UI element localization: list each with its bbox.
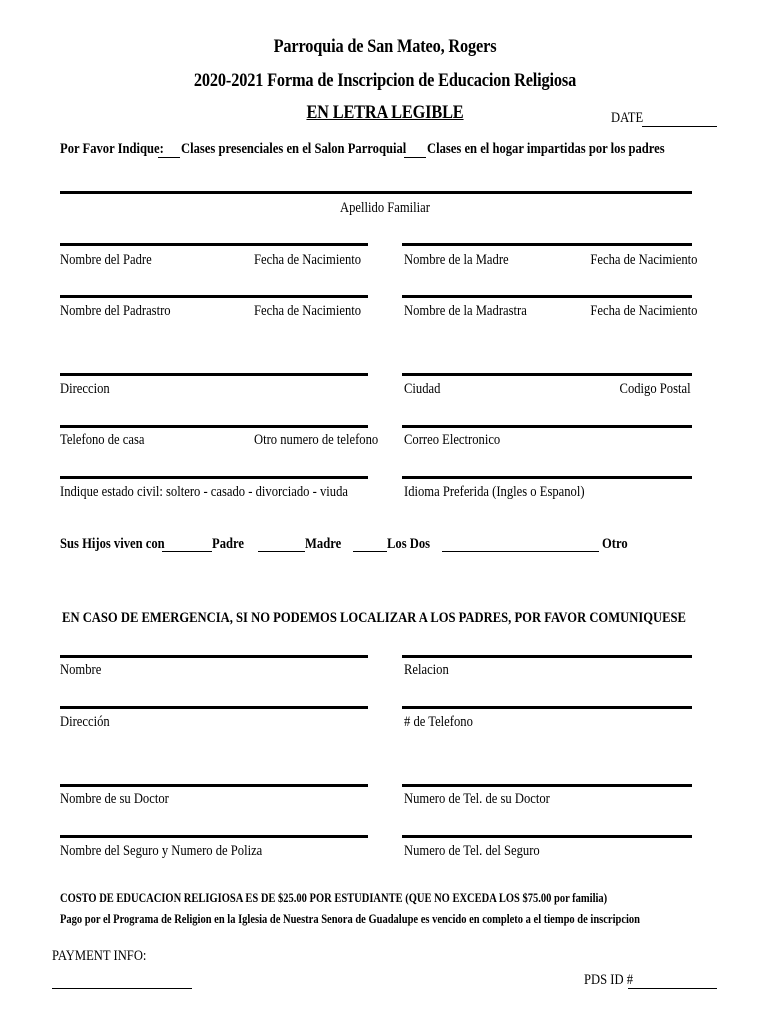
- padre-fecha-label: Fecha de Nacimiento: [254, 252, 362, 268]
- payment-info-label: PAYMENT INFO:: [52, 948, 147, 964]
- direccion-field-line[interactable]: [60, 373, 368, 376]
- madrastra-fecha-label: Fecha de Nacimiento: [589, 303, 697, 319]
- emergency-telefono-line[interactable]: [402, 706, 692, 709]
- ciudad-field-line[interactable]: [402, 373, 692, 376]
- padrastro-fecha-label: Fecha de Nacimiento: [254, 303, 362, 319]
- codigo-postal-label: Codigo Postal: [619, 381, 691, 397]
- correo-field-line[interactable]: [402, 425, 692, 428]
- pago-notice: Pago por el Programa de Religion en la Iglesia de Nuestra Senora de Guadalupe es vencido en completo a el tiempo de inscripcion: [60, 912, 641, 926]
- doctor-tel-field-line[interactable]: [402, 784, 692, 787]
- hijos-otro-label: Otro: [602, 536, 628, 552]
- padrastro-field-line[interactable]: [60, 295, 368, 298]
- madrastra-field-line[interactable]: [402, 295, 692, 298]
- hijos-padre-blank[interactable]: [162, 551, 212, 552]
- form-title-parish: Parroquia de San Mateo, Rogers: [273, 36, 497, 57]
- otro-telefono-label: Otro numero de telefono: [254, 432, 379, 448]
- emergency-relacion-label: Relacion: [404, 662, 449, 678]
- apellido-label: Apellido Familiar: [340, 200, 430, 216]
- seguro-label: Nombre del Seguro y Numero de Poliza: [60, 843, 263, 859]
- padre-label: Nombre del Padre: [60, 252, 152, 268]
- emergency-relacion-line[interactable]: [402, 655, 692, 658]
- emergency-nombre-line[interactable]: [60, 655, 368, 658]
- estado-civil-label: Indique estado civil: soltero - casado - divorciado - viuda: [60, 484, 348, 500]
- seguro-tel-field-line[interactable]: [402, 835, 692, 838]
- emergency-direccion-label: Dirección: [60, 714, 110, 730]
- cost-notice: COSTO DE EDUCACION RELIGIOSA ES DE $25.00 POR ESTUDIANTE (QUE NO EXCEDA LOS $75.00 por familia): [60, 891, 608, 905]
- doctor-label: Nombre de su Doctor: [60, 791, 169, 807]
- emergency-nombre-label: Nombre: [60, 662, 102, 678]
- form-title-legible: EN LETRA LEGIBLE: [306, 102, 464, 123]
- correo-label: Correo Electronico: [404, 432, 501, 448]
- date-field-line[interactable]: [642, 126, 717, 127]
- emergency-direccion-line[interactable]: [60, 706, 368, 709]
- hijos-madre-blank[interactable]: [258, 551, 305, 552]
- idioma-label: Idioma Preferida (Ingles o Espanol): [404, 484, 585, 500]
- option-hogar-label: Clases en el hogar impartidas por los padres: [427, 141, 665, 157]
- telefono-field-line[interactable]: [60, 425, 368, 428]
- hijos-otro-blank[interactable]: [442, 551, 599, 552]
- madre-fecha-label: Fecha de Nacimiento: [589, 252, 697, 268]
- idioma-field-line[interactable]: [402, 476, 692, 479]
- direccion-label: Direccion: [60, 381, 110, 397]
- ciudad-label: Ciudad: [404, 381, 441, 397]
- apellido-field-line[interactable]: [60, 191, 692, 194]
- option-presencial-blank[interactable]: [158, 157, 180, 158]
- madrastra-label: Nombre de la Madrastra: [404, 303, 527, 319]
- form-title-year: 2020-2021 Forma de Inscripcion de Educacion Religiosa: [193, 70, 577, 91]
- hijos-label: Sus Hijos viven con: [60, 536, 165, 552]
- estado-civil-field-line[interactable]: [60, 476, 368, 479]
- option-hogar-blank[interactable]: [404, 157, 426, 158]
- padrastro-label: Nombre del Padrastro: [60, 303, 171, 319]
- doctor-tel-label: Numero de Tel. de su Doctor: [404, 791, 550, 807]
- madre-label: Nombre de la Madre: [404, 252, 509, 268]
- pds-id-label: PDS ID #: [584, 972, 634, 988]
- seguro-tel-label: Numero de Tel. del Seguro: [404, 843, 540, 859]
- emergency-heading: EN CASO DE EMERGENCIA, SI NO PODEMOS LOCALIZAR A LOS PADRES, POR FAVOR COMUNIQUESE: [62, 610, 686, 626]
- pds-id-line[interactable]: [628, 988, 717, 989]
- date-label: DATE: [611, 110, 644, 126]
- option-presencial-label: Clases presenciales en el Salon Parroquial: [181, 141, 407, 157]
- indique-label: Por Favor Indique:: [60, 141, 164, 157]
- doctor-field-line[interactable]: [60, 784, 368, 787]
- hijos-los-dos-label: Los Dos: [387, 536, 431, 552]
- emergency-telefono-label: # de Telefono: [404, 714, 473, 730]
- hijos-padre-label: Padre: [212, 536, 244, 552]
- padre-field-line[interactable]: [60, 243, 368, 246]
- hijos-los-dos-blank[interactable]: [353, 551, 387, 552]
- telefono-casa-label: Telefono de casa: [60, 432, 145, 448]
- seguro-field-line[interactable]: [60, 835, 368, 838]
- madre-field-line[interactable]: [402, 243, 692, 246]
- hijos-madre-label: Madre: [305, 536, 342, 552]
- payment-info-line[interactable]: [52, 988, 192, 989]
